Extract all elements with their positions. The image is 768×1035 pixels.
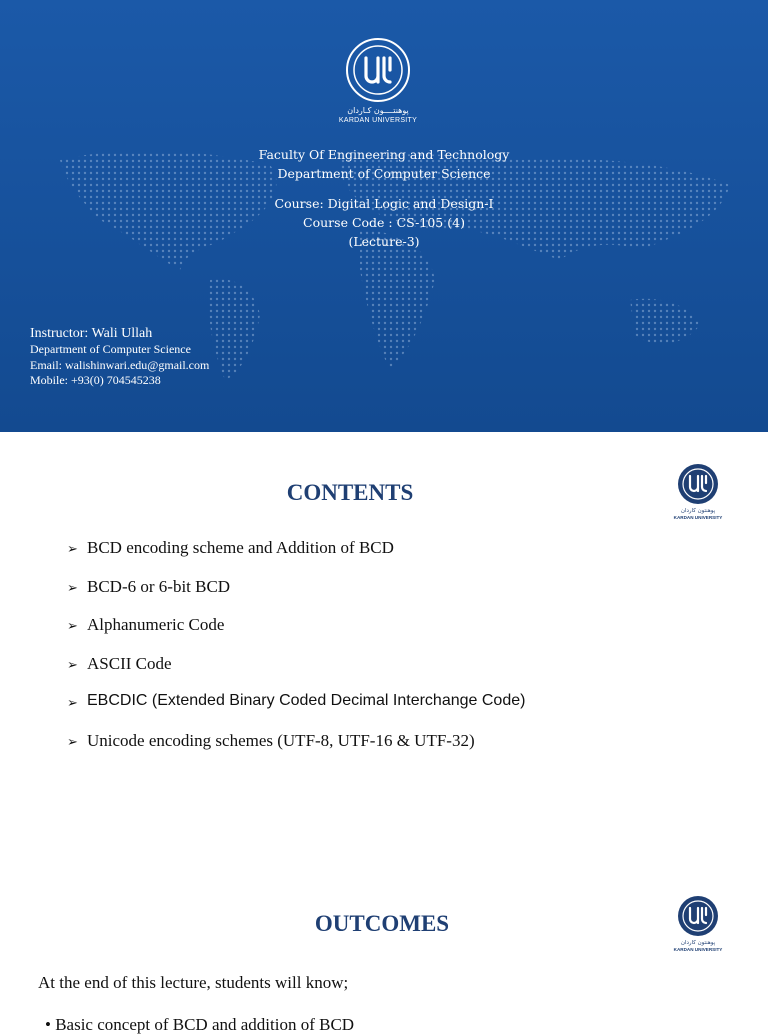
- faculty-block: [0, 145, 768, 183]
- list-item: ➢ Alphanumeric Code: [67, 615, 225, 634]
- arrow-bullet-icon: ➢: [67, 733, 78, 749]
- arrow-bullet-icon: ➢: [67, 618, 78, 633]
- contents-list: [67, 538, 525, 769]
- logo-native-text: پوهنتــــون کـاردان: [347, 106, 409, 115]
- list-item: ➢ ASCII Code: [67, 653, 172, 673]
- svg-text:پوهنتون کاردان: پوهنتون کاردان: [680, 940, 716, 946]
- outcomes-intro: At the end of this lecture, students will know;: [38, 973, 349, 992]
- svg-text:KARDAN UNIVERSITY: KARDAN UNIVERSITY: [673, 947, 723, 952]
- kardan-university-logo-small: [666, 894, 730, 958]
- course-code: Course Code : CS-105 (4): [303, 215, 465, 230]
- svg-text:پوهنتون کاردان: پوهنتون کاردان: [680, 508, 716, 514]
- list-item: ➢ Unicode encoding schemes (UTF-8, UTF-16 & UTF-32): [67, 730, 475, 750]
- instructor-email: Email: walishinwari.edu@gmail.com: [30, 357, 210, 372]
- arrow-bullet-icon: ➢: [67, 541, 78, 556]
- instructor-department: Department of Computer Science: [30, 342, 191, 356]
- course-name: Course: Digital Logic and Design-I: [274, 196, 494, 211]
- contents-title: CONTENTS: [286, 480, 414, 505]
- arrow-bullet-icon: ➢: [67, 656, 78, 672]
- instructor-name: Instructor: Wali Ullah: [30, 326, 153, 341]
- svg-text:KARDAN UNIVERSITY: KARDAN UNIVERSITY: [673, 515, 723, 520]
- outcomes-title: OUTCOMES: [314, 911, 450, 936]
- outcomes-slide: [0, 816, 768, 1034]
- list-item: ➢ EBCDIC (Extended Binary Coded Decimal Interchange Code): [67, 692, 526, 710]
- arrow-bullet-icon: ➢: [67, 695, 78, 710]
- logo-english-text: KARDAN UNIVERSITY: [338, 117, 418, 124]
- list-item: ➢ BCD-6 or 6-bit BCD: [67, 576, 231, 596]
- arrow-bullet-icon: ➢: [67, 579, 78, 595]
- kardan-university-logo-small: [666, 462, 730, 526]
- lecture-number: (Lecture-3): [348, 234, 420, 249]
- list-item: ➢ BCD encoding scheme and Addition of BCD: [67, 538, 394, 557]
- faculty-name: Faculty Of Engineering and Technology: [258, 147, 510, 162]
- department-name: Department of Computer Science: [277, 166, 491, 181]
- title-slide: [0, 0, 768, 432]
- outcome-item: • Basic concept of BCD and addition of BCD: [45, 1015, 355, 1034]
- instructor-mobile: Mobile: +93(0) 704545238: [30, 373, 161, 387]
- course-block: [0, 194, 768, 251]
- contents-slide: [0, 432, 768, 816]
- instructor-info: [30, 325, 209, 389]
